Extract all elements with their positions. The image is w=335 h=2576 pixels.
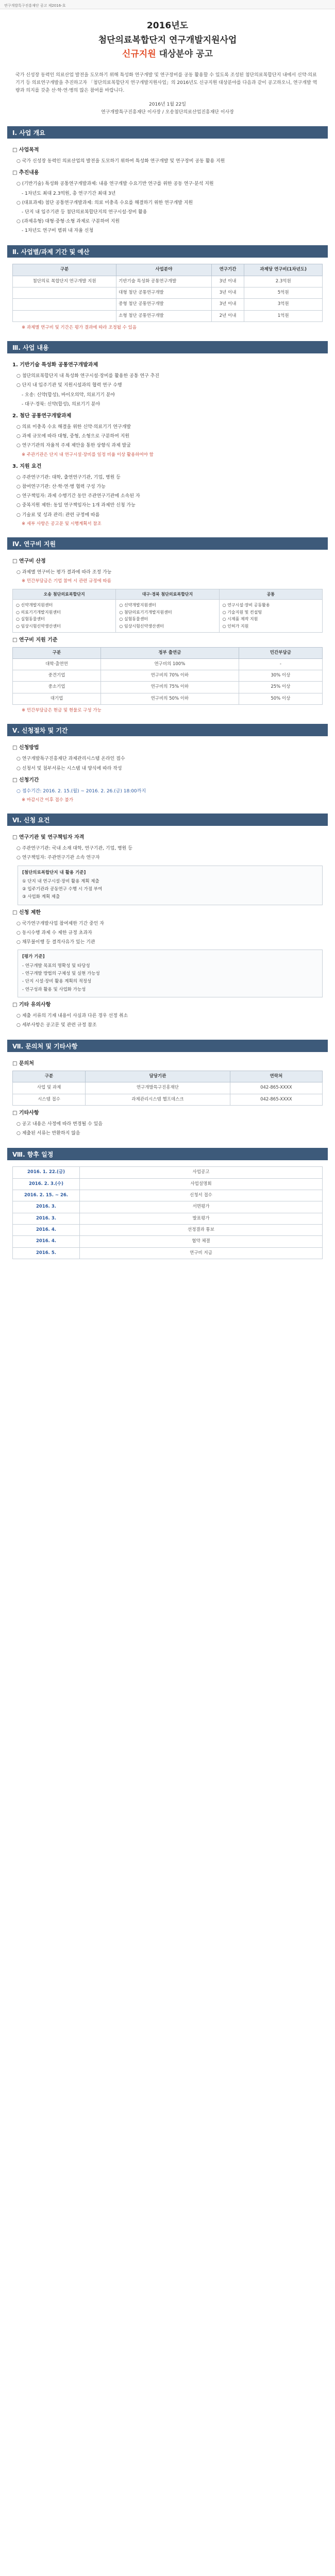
purpose-text: ○ 국가 신성장 동력인 의료산업의 발전을 도모하기 위하여 특성화 연구개발 및 연구장비 공동 활용 지원 xyxy=(16,159,225,164)
content-item: ○ 첨단의료복합단지 내 특성화 연구시설·장비를 활용한 공통 연구 추진 xyxy=(16,374,160,379)
content-note: ※ 주관기관은 단지 내 연구시설·장비를 일정 비율 이상 활용하여야 함 xyxy=(22,452,154,457)
table-cell: 042-865-XXXX xyxy=(230,1094,322,1105)
content-subitem: - 1차년도 최대 2.3억원, 총 연구기간 최대 3년 xyxy=(22,191,116,196)
table-cell: 연구비의 100% xyxy=(101,658,239,670)
column-body: ○ 신약개발지원센터 ○ 첨단의료기기개발지원센터 ○ 실험동물센터 ○ 임상시험신약생산센터 xyxy=(119,603,172,629)
title-rest: 대상분야 공고 xyxy=(156,49,213,59)
content-heading: □ 신청 제한 xyxy=(12,909,41,916)
table-cell: 042-865-XXXX xyxy=(230,1082,322,1094)
title-sub xyxy=(15,48,320,61)
table-row xyxy=(13,658,323,670)
section-title: Ⅶ. 문의처 및 기타사항 xyxy=(7,1040,328,1052)
content-item: ○ 의료 미충족 수요 해결을 위한 신약·의료기기 연구개발 xyxy=(16,425,131,430)
schedule-event: 연구비 지급 xyxy=(80,1247,323,1259)
table-cell: 2.3억원 xyxy=(244,276,323,287)
schedule-date: 2016. 5. xyxy=(13,1247,80,1259)
content-heading: □ 문의처 xyxy=(12,1061,34,1067)
title-main: 첨단의료복합단지 연구개발지원사업 xyxy=(98,35,237,45)
section-title: Ⅵ. 신청 요건 xyxy=(7,814,328,826)
table-row xyxy=(13,693,323,704)
title-year: 2016년도 xyxy=(146,21,189,31)
table-row xyxy=(13,299,323,310)
column-body: ○ 신약개발지원센터 ○ 의료기기개발지원센터 ○ 실험동물센터 ○ 임상시험신약생산센터 xyxy=(16,603,61,629)
schedule-date: 2016. 2. 3.(수) xyxy=(13,1178,80,1190)
table-cell: 50% 이상 xyxy=(239,693,322,704)
column-header: 공통 xyxy=(220,589,322,600)
column-body: ○ 연구시설·장비 공동활용 ○ 기술지원 및 컨설팅 ○ 시제품 제작 지원 ○ 인허가 지원 xyxy=(222,603,270,629)
table-cell: 1억원 xyxy=(244,310,323,321)
budget-table xyxy=(12,264,323,321)
box-title: [첨단의료복합단지 내 활용 기준] xyxy=(22,870,86,875)
table-row xyxy=(13,1224,323,1235)
content-item: ○ 공고 내용은 사정에 따라 변경될 수 있음 xyxy=(16,1122,103,1127)
content-item: ○ 채무불이행 등 결격사유가 있는 기관 xyxy=(16,940,95,945)
schedule-event: 선정결과 통보 xyxy=(80,1224,323,1235)
table-row xyxy=(13,1178,323,1190)
content-heading: 1. 기반기술 특성화 공통연구개발과제 xyxy=(12,362,98,368)
page-header xyxy=(0,0,335,9)
content-heading: □ 연구비 지원 기준 xyxy=(12,637,58,643)
box-body: ① 단지 내 연구시설·장비 활용 계획 제출 ② 입주기관과 공동연구 수행 시 가점 부여 ③ 사업화 계획 제출 xyxy=(22,878,103,900)
section-funding xyxy=(7,537,328,719)
table-header: 사업분야 xyxy=(116,264,212,276)
intro-date: 2016년 1월 22일 xyxy=(149,102,186,108)
table-row xyxy=(13,287,323,299)
content-item: ○ 연구기관의 자율적 주제 제안을 통한 상향식 과제 발굴 xyxy=(16,443,131,449)
schedule-date: 2016. 3. xyxy=(13,1201,80,1213)
content-note: ※ 세부 사항은 공고문 및 시행계획서 참조 xyxy=(22,521,102,527)
content-item: ○ 주관연구기관: 국내 소재 대학, 연구기관, 기업, 병원 등 xyxy=(16,846,132,852)
content-item: ○ (대표과제) 첨단 공통연구개발과제: 의료 미충족 수요를 해결하기 위한 연구개발 지원 xyxy=(16,200,193,206)
table-cell: 중형 첨단 공통연구개발 xyxy=(116,299,212,310)
content-heading: □ 연구기관 및 연구책임자 자격 xyxy=(12,835,85,841)
table-cell: 5억원 xyxy=(244,287,323,299)
section-budget xyxy=(7,245,328,336)
schedule-event: 신청서 접수 xyxy=(80,1190,323,1201)
table-cell: 대기업 xyxy=(13,693,101,704)
table-cell: 시스템 접수 xyxy=(13,1094,86,1105)
facility-columns xyxy=(12,589,323,633)
section-schedule xyxy=(7,1148,328,1265)
budget-note: ※ 과제별 연구비 및 기간은 평가 결과에 따라 조정될 수 있음 xyxy=(22,325,137,330)
content-item: ○ 연구책임자: 과제 수행기간 동안 주관연구기관에 소속된 자 xyxy=(16,494,140,499)
table-row xyxy=(13,310,323,321)
table-header: 연락처 xyxy=(230,1071,322,1082)
funding-table xyxy=(12,647,323,705)
intro-text: 국가 신성장 동력인 의료산업 발전을 도모하기 위해 특성화 연구개발 및 연구장비를 공동 활용할 수 있도록 조성된 첨단의료복합단지 내에서 신약·의료기기 등 의료연구개발을 추진하고자 「첨단의료복합단지 연구개발지원사업」의 2016년도 신규지원 대상분야를 다음과 같이 공고하오니, 연구개발 역량과 의지를 갖춘 산·학·연·병의 많은 참여를 바랍니다. xyxy=(15,72,317,94)
content-heading: □ 신청방법 xyxy=(12,745,39,751)
schedule-date: 2016. 4. xyxy=(13,1224,80,1235)
info-box xyxy=(18,866,323,905)
content-note: ※ 마감시간 이후 접수 불가 xyxy=(22,797,74,803)
content-heading: □ 연구비 산정 xyxy=(12,558,46,565)
schedule-event: 사업설명회 xyxy=(80,1178,323,1190)
content-heading: 2. 첨단 공통연구개발과제 xyxy=(12,413,72,419)
table-cell: 3년 이내 xyxy=(211,287,244,299)
column-header: 오송 첨단의료복합단지 xyxy=(13,589,115,600)
table-cell: 대학·출연연 xyxy=(13,658,101,670)
table-cell: 연구비의 50% 이하 xyxy=(101,693,239,704)
content-note: ※ 민간부담금은 기업 참여 시 관련 규정에 따름 xyxy=(22,579,111,584)
table-cell: 중소기업 xyxy=(13,682,101,693)
schedule-date: 2016. 1. 22.(금) xyxy=(13,1167,80,1178)
table-cell: 중견기업 xyxy=(13,670,101,682)
content-heading: □ 신청기간 xyxy=(12,777,39,783)
schedule-date: 2016. 4. xyxy=(13,1236,80,1247)
box-title: [평가 기준] xyxy=(22,954,45,960)
table-header: 정부 출연금 xyxy=(101,647,239,658)
table-row xyxy=(13,1094,323,1105)
table-header: 구분 xyxy=(13,647,101,658)
table-row xyxy=(13,1247,323,1259)
table-header: 구분 xyxy=(13,264,116,276)
content-item: ○ 신청서 및 첨부서류는 시스템 내 양식에 따라 작성 xyxy=(16,766,122,771)
content-subitem: - 1차년도 연구비 범위 내 자율 신청 xyxy=(22,228,94,234)
content-item: ○ 주관연구기관: 대학, 출연연구기관, 기업, 병원 등 xyxy=(16,474,121,480)
content-heading: 3. 지원 요건 xyxy=(12,463,42,469)
table-row xyxy=(13,1236,323,1247)
content-item: ○ 제출된 서류는 반환하지 않음 xyxy=(16,1131,80,1137)
section-title: Ⅲ. 사업 내용 xyxy=(7,341,328,353)
schedule-event: 협약 체결 xyxy=(80,1236,323,1247)
facility-column xyxy=(13,589,116,632)
table-cell: 30% 이상 xyxy=(239,670,322,682)
section-overview xyxy=(7,126,328,240)
content-item: ○ 참여연구기관: 산·학·연·병 협력 구성 가능 xyxy=(16,484,106,490)
schedule-table xyxy=(12,1166,323,1259)
content-item: ○ (기반기술) 특성화 공통연구개발과제: 내용 연구개발 수요기반 연구를 위한 공동 연구·분석 지원 xyxy=(16,181,214,187)
table-cell: - xyxy=(239,658,322,670)
section-title: Ⅳ. 연구비 지원 xyxy=(7,537,328,550)
content-item: ○ 제출 서류의 기재 내용이 사실과 다른 경우 선정 취소 xyxy=(16,1013,128,1019)
content-subitem: - 단지 내 입주기관 등 첨단의료복합단지의 연구시설·장비 활용 xyxy=(22,209,147,215)
section-title: Ⅴ. 신청절차 및 기간 xyxy=(7,724,328,736)
section-title: Ⅷ. 향후 일정 xyxy=(7,1148,328,1160)
table-cell: 연구개발특구진흥재단 xyxy=(86,1082,230,1094)
content-heading: □ 기타 유의사항 xyxy=(12,1002,51,1008)
table-cell: 첨단의료 복합단지 연구개발 지원 xyxy=(13,276,116,287)
table-cell: 3년 이내 xyxy=(211,276,244,287)
table-row xyxy=(13,1082,323,1094)
funding-note: ※ 민간부담금은 현금 및 현물로 구성 가능 xyxy=(22,708,102,714)
table-cell xyxy=(13,287,116,299)
content-item: ○ 단지 내 입주기관 및 지원시설과의 협력 연구 수행 xyxy=(16,383,122,388)
content-subitem: - 오송: 신약(합성), 바이오의약, 의료기기 분야 xyxy=(22,392,115,398)
table-row xyxy=(13,1201,323,1213)
content-item: ○ 연구개발특구진흥재단 과제관리시스템 온라인 접수 xyxy=(16,756,125,762)
box-body: - 연구개발 목표의 명확성 및 타당성 - 연구개발 방법의 구체성 및 실현 가능성 - 단지 시설·장비 활용 계획의 적정성 - 연구성과 활용 및 사업화 가능성 xyxy=(22,963,100,992)
title-accent: 신규지원 xyxy=(122,49,156,59)
table-row xyxy=(13,1213,323,1224)
table-cell: 대형 첨단 공통연구개발 xyxy=(116,287,212,299)
purpose-heading: □ 사업목적 xyxy=(12,147,39,154)
table-row xyxy=(13,1190,323,1201)
content-item: ○ 연구책임자: 주관연구기관 소속 연구자 xyxy=(16,855,100,861)
schedule-date: 2016. 2. 15. ~ 26. xyxy=(13,1190,80,1201)
content-item: ○ 과제 규모에 따라 대형, 중형, 소형으로 구분하여 지원 xyxy=(16,434,130,439)
section-application xyxy=(7,724,328,808)
table-row xyxy=(13,670,323,682)
table-cell: 기반기술 특성화 공통연구개발 xyxy=(116,276,212,287)
table-cell: 3억원 xyxy=(244,299,323,310)
content-item: ○ 국가연구개발사업 참여제한 기간 중인 자 xyxy=(16,921,104,926)
title-block xyxy=(0,9,335,66)
facility-column xyxy=(116,589,219,632)
column-header: 대구·경북 첨단의료복합단지 xyxy=(116,589,219,600)
table-header: 구분 xyxy=(13,1071,86,1082)
table-row xyxy=(13,682,323,693)
table-header: 담당기관 xyxy=(86,1071,230,1082)
table-row xyxy=(13,276,323,287)
intro-signer: 연구개발특구진흥재단 이사장 / 오송첨단의료산업진흥재단 이사장 xyxy=(101,109,234,115)
content-item: ○ (과제유형) 대형·중형·소형 과제로 구분하여 지원 xyxy=(16,219,120,225)
schedule-date: 2016. 3. xyxy=(13,1213,80,1224)
schedule-event: 사업공고 xyxy=(80,1167,323,1178)
section-requirements xyxy=(7,814,328,1035)
section-title: Ⅰ. 사업 개요 xyxy=(7,126,328,139)
table-cell: 3년 이내 xyxy=(211,299,244,310)
content-item: ○ 동시수행 과제 수 제한 규정 초과자 xyxy=(16,930,92,936)
content-item: ○ 세부사항은 공고문 및 관련 규정 참조 xyxy=(16,1023,97,1028)
intro-sign xyxy=(0,99,335,121)
facility-column xyxy=(220,589,322,632)
info-box xyxy=(18,950,323,997)
table-cell: 2년 이내 xyxy=(211,310,244,321)
table-cell: 연구비의 75% 이하 xyxy=(101,682,239,693)
application-period: ○ 접수기간: 2016. 2. 15.(월) ~ 2016. 2. 26.(금) 18:00까지 xyxy=(16,788,146,794)
section-title: Ⅱ. 사업별/과제 기간 및 예산 xyxy=(7,245,328,258)
content-item: ○ 기술료 및 성과 관리: 관련 규정에 따름 xyxy=(16,512,100,518)
table-cell xyxy=(13,310,116,321)
content-subitem: - 대구·경북: 신약(합성), 의료기기 분야 xyxy=(22,401,100,407)
header-line1: 연구개발특구진흥재단 공고 제2016-호 xyxy=(4,4,66,8)
section-content xyxy=(7,341,328,532)
table-cell: 연구비의 70% 이하 xyxy=(101,670,239,682)
table-cell: 사업 및 과제 xyxy=(13,1082,86,1094)
content-item: ○ 과제별 연구비는 평가 결과에 따라 조정 가능 xyxy=(16,570,112,575)
schedule-event: 발표평가 xyxy=(80,1213,323,1224)
table-cell xyxy=(13,299,116,310)
table-cell: 과제관리시스템 헬프데스크 xyxy=(86,1094,230,1105)
table-cell: 소형 첨단 공통연구개발 xyxy=(116,310,212,321)
content-heading: □ 기타사항 xyxy=(12,1110,39,1116)
table-header: 민간부담금 xyxy=(239,647,322,658)
schedule-event: 서면평가 xyxy=(80,1201,323,1213)
contact-table xyxy=(12,1071,323,1106)
table-header: 과제당 연구비(1차년도) xyxy=(244,264,323,276)
table-cell: 25% 이상 xyxy=(239,682,322,693)
content-item: ○ 중복지원 제한: 동일 연구책임자는 1개 과제만 신청 가능 xyxy=(16,503,136,509)
table-header: 연구기간 xyxy=(211,264,244,276)
table-row xyxy=(13,1167,323,1178)
section-contact xyxy=(7,1040,328,1143)
content-heading: □ 추진내용 xyxy=(12,170,39,176)
